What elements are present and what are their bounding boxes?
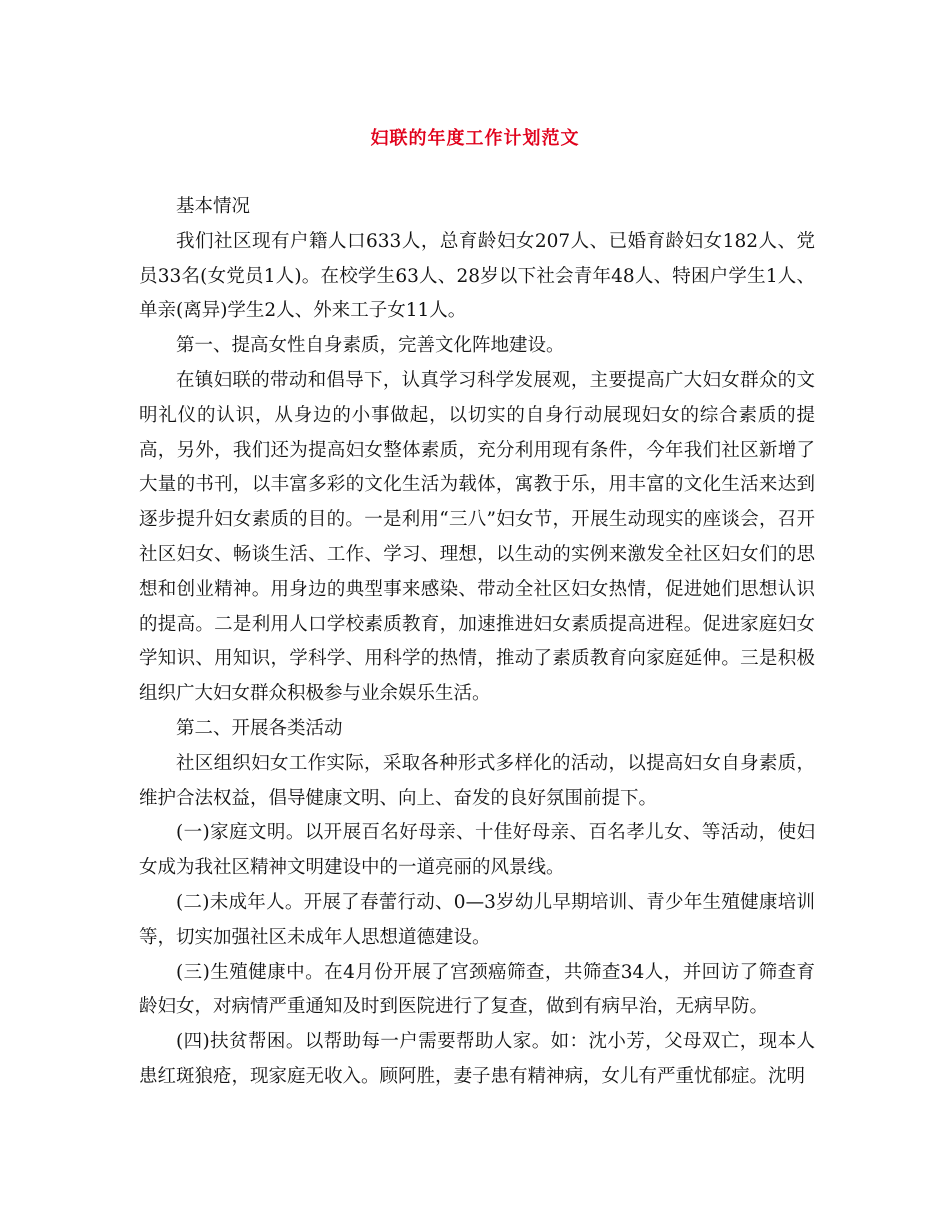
document-title: 妇联的年度工作计划范文 (370, 128, 580, 149)
paragraph-basic-info-heading: 基本情况 (176, 196, 251, 217)
paragraph-section-two-heading: 第二、开展各类活动 (176, 717, 343, 739)
paragraph-activities-intro: 社区组织妇女工作实际，采取各种形式多样化的活动，以提高妇女自身素质，维护合法权益，倡导健康文明、向上、奋发的良好氛围前提下。 (139, 752, 815, 809)
paragraph-minors: (二)未成年人。开展了春蕾行动、0—3岁幼儿早期培训、青少年生殖健康培训等，切实加强社区未成年人思想道德建设。 (139, 891, 815, 948)
paragraph-section-one-heading: 第一、提高女性自身素质，完善文化阵地建设。 (176, 335, 565, 357)
paragraph-population: 我们社区现有户籍人口633人，总育龄妇女207人、已婚育龄妇女182人、党员33名(女党员1人)。在校学生63人、28岁以下社会青年48人、特困户学生1人、单亲(离异)学生2人、外来工子女11人。 (139, 230, 815, 322)
paragraph-poverty-relief: (四)扶贫帮困。以帮助每一户需要帮助人家。如：沈小芳，父母双亡，现本人患红斑狼疮，现家庭无收入。顾阿胜，妻子患有精神病，女儿有严重忧郁症。沈明 (139, 1031, 815, 1087)
document-body (139, 190, 815, 1095)
paragraph-family-civility: (一)家庭文明。以开展百名好母亲、十佳好母亲、百名孝儿女、等活动，使妇女成为我社区精神文明建设中的一道亮丽的风景线。 (139, 822, 815, 879)
paragraph-culture-building: 在镇妇联的带动和倡导下，认真学习科学发展观，主要提高广大妇女群众的文明礼仪的认识，从身边的小事做起，以切实的自身行动展现妇女的综合素质的提高，另外，我们还为提高妇女整体素质，充分利用现有条件，今年我们社区新增了大量的书刊，以丰富多彩的文化生活为载体，寓教于乐，用丰富的文化生活来达到逐步提升妇女素质的目的。一是利用“三八”妇女节，开展生动现实的座谈会，召开社区妇女、畅谈生活、工作、学习、理想，以生动的实例来激发全社区妇女们的思想和创业精神。用身边的典型事来感染、带动全社区妇女热情，促进她们思想认识的提高。二是利用人口学校素质教育，加速推进妇女素质提高进程。促进家庭妇女学知识、用知识，学科学、用科学的热情，推动了素质教育向家庭延伸。三是积极组织广大妇女群众积极参与业余娱乐生活。 (139, 369, 815, 705)
paragraph-reproductive-health: (三)生殖健康中。在4月份开展了宫颈癌筛查，共筛查34人，并回访了筛查育龄妇女，对病情严重通知及时到医院进行了复查，做到有病早治，无病早防。 (139, 961, 815, 1018)
